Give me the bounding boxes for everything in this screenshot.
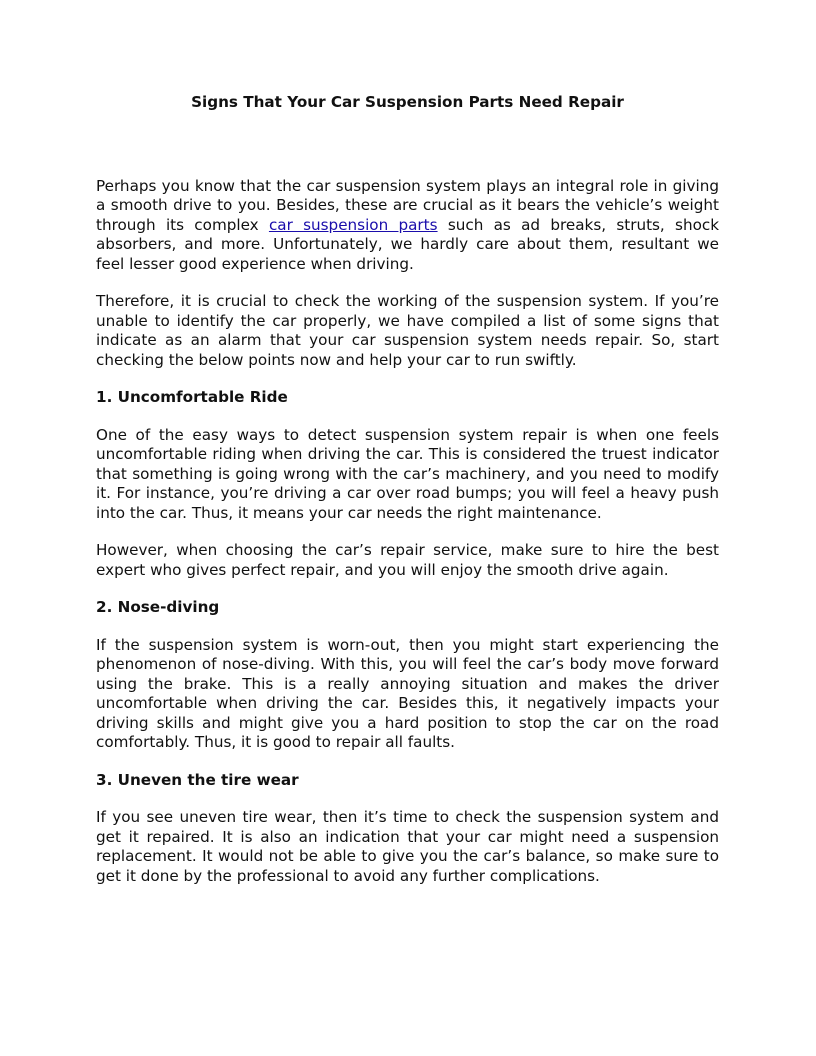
page-title: Signs That Your Car Suspension Parts Need Repair (191, 93, 624, 111)
body-paragraph: However, when choosing the car’s repair service, make sure to hire the best expert who gives perfect repair, and you will enjoy the smooth drive again. (96, 541, 719, 579)
intro-text-after-link: such as ad breaks, struts, shock absorbers, and more. Unfortunately, we hardly care about them, resultant we feel lesser good experience when driving. (96, 215, 720, 273)
car-suspension-parts-link[interactable]: car suspension parts (268, 215, 438, 234)
body-paragraph: If you see uneven tire wear, then it’s time to check the suspension system and get it repaired. It is also an indication that your car might need a suspension replacement. It would not be able to give you the car’s balance, so make sure to get it done by the professional to avoid any further complications. (96, 808, 719, 885)
section-heading-uneven-tire-wear: 3. Uneven the tire wear (96, 770, 299, 789)
section-heading-nose-diving: 2. Nose-diving (96, 598, 220, 616)
body-paragraph: Therefore, it is crucial to check the working of the suspension system. If you’re unable to identify the car properly, we have compiled a list of some signs that indicate as an alarm that your car suspension system needs repair. So, start checking the below points now and help your car to run swiftly. (96, 292, 719, 369)
body-paragraph: One of the easy ways to detect suspension system repair is when one feels uncomfortable riding when driving the car. This is considered the truest indicator that something is going wrong with the car’s machinery, and you need to modify it. For instance, you’re driving a car over road bumps; you will feel a heavy push into the car. Thus, it means your car needs the right maintenance. (96, 425, 719, 522)
body-paragraph: If the suspension system is worn-out, then you might start experiencing the phenomenon of nose-diving. With this, you will feel the car’s body move forward using the brake. This is a really annoying situation and makes the driver uncomfortable when driving the car. Besides this, it negatively impacts your driving skills and might give you a hard position to stop the car on the road comfortably. Thus, it is good to repair all faults. (96, 635, 719, 751)
intro-text-before-link: Perhaps you know that the car suspension system plays an integral role in giving a smooth drive to you. Besides, these are crucial as it bears the vehicle’s weight through its complex (96, 176, 719, 234)
section-heading-uncomfortable-ride: 1. Uncomfortable Ride (96, 388, 288, 406)
document-page (96, 93, 719, 904)
intro-paragraph (96, 177, 719, 275)
